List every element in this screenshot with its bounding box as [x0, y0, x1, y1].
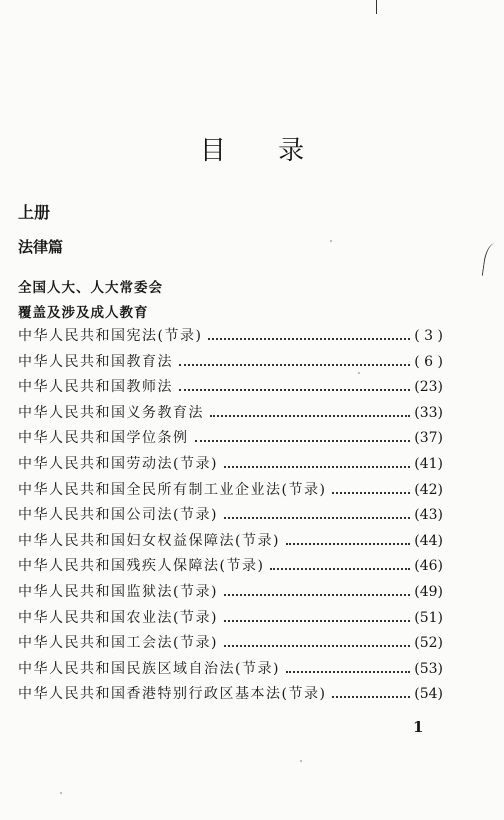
toc-entry [18, 581, 443, 607]
toc-entry-title: 中华人民共和国劳动法(节录) [18, 455, 218, 472]
toc-entry-title: 中华人民共和国宪法(节录) [18, 328, 203, 344]
dot-leader [224, 645, 410, 647]
dot-leader [332, 696, 410, 698]
dot-leader [224, 466, 410, 468]
toc-entry [18, 658, 443, 684]
toc-entry [18, 607, 443, 633]
table-of-contents [18, 325, 443, 709]
dot-leader [179, 389, 410, 391]
toc-entry-title: 中华人民共和国公司法(节录) [18, 507, 218, 524]
toc-entry-page: ( 3 ) [414, 328, 443, 344]
toc-entry [18, 555, 443, 581]
scan-speck [330, 240, 332, 242]
toc-entry-title: 中华人民共和国全民所有制工业企业法(节录) [18, 481, 327, 498]
dot-leader [224, 594, 410, 596]
subheading: 覆盖及涉及成人教育 [18, 305, 149, 321]
toc-entry-title: 中华人民共和国工会法(节录) [18, 635, 218, 652]
toc-entry-title: 中华人民共和国教师法 [18, 379, 173, 396]
toc-entry-page: (44) [414, 532, 443, 549]
toc-entry-page: (41) [414, 455, 443, 472]
toc-entry [18, 453, 443, 479]
toc-entry [18, 530, 443, 556]
toc-entry [18, 504, 443, 530]
page-title: 目 录 [199, 136, 327, 166]
scan-mark [376, 0, 377, 14]
scan-mark [482, 242, 502, 278]
toc-entry-page: (37) [414, 430, 443, 447]
toc-entry [18, 351, 443, 377]
toc-entry-title: 中华人民共和国学位条例 [18, 430, 189, 447]
dot-leader [208, 338, 410, 340]
toc-entry-title: 中华人民共和国监狱法(节录) [18, 583, 218, 600]
toc-entry-page: (51) [414, 609, 443, 626]
scan-speck [358, 372, 360, 374]
toc-entry-title: 中华人民共和国香港特别行政区基本法(节录) [18, 686, 327, 703]
dot-leader [224, 620, 410, 622]
toc-entry-page: (54) [414, 686, 443, 703]
toc-entry [18, 376, 443, 402]
toc-entry-page: (23) [414, 379, 443, 396]
toc-entry-page: (42) [414, 481, 443, 498]
toc-entry-page: (49) [414, 583, 443, 600]
toc-entry-title: 中华人民共和国民族区域自治法(节录) [18, 660, 280, 677]
toc-entry-page: (52) [414, 635, 443, 652]
toc-entry [18, 632, 443, 658]
toc-entry [18, 325, 443, 351]
dot-leader [224, 517, 410, 519]
subheading: 全国人大、人大常委会 [18, 280, 163, 296]
toc-entry-page: (53) [414, 660, 443, 677]
toc-entry-page: (33) [414, 404, 443, 421]
toc-entry-title: 中华人民共和国农业法(节录) [18, 609, 218, 626]
page-number: 1 [413, 718, 424, 736]
toc-entry-title: 中华人民共和国义务教育法 [18, 404, 204, 421]
dot-leader [332, 492, 410, 494]
toc-entry-page: (43) [414, 507, 443, 524]
toc-entry [18, 402, 443, 428]
volume-heading: 上册 [18, 203, 51, 222]
scan-speck [60, 792, 62, 794]
dot-leader [270, 568, 410, 570]
dot-leader [286, 671, 410, 673]
toc-entry-title: 中华人民共和国残疾人保障法(节录) [18, 558, 265, 575]
section-heading: 法律篇 [18, 238, 64, 256]
toc-entry [18, 479, 443, 505]
dot-leader [210, 415, 410, 417]
toc-entry-page: (46) [414, 558, 443, 575]
toc-entry [18, 427, 443, 453]
dot-leader [179, 364, 410, 366]
scan-speck [300, 760, 302, 762]
toc-entry-title: 中华人民共和国教育法 [18, 353, 173, 370]
dot-leader [195, 440, 411, 442]
toc-entry-page: ( 6 ) [414, 353, 443, 370]
toc-entry-title: 中华人民共和国妇女权益保障法(节录) [18, 532, 280, 549]
dot-leader [286, 543, 410, 545]
toc-entry [18, 683, 443, 709]
